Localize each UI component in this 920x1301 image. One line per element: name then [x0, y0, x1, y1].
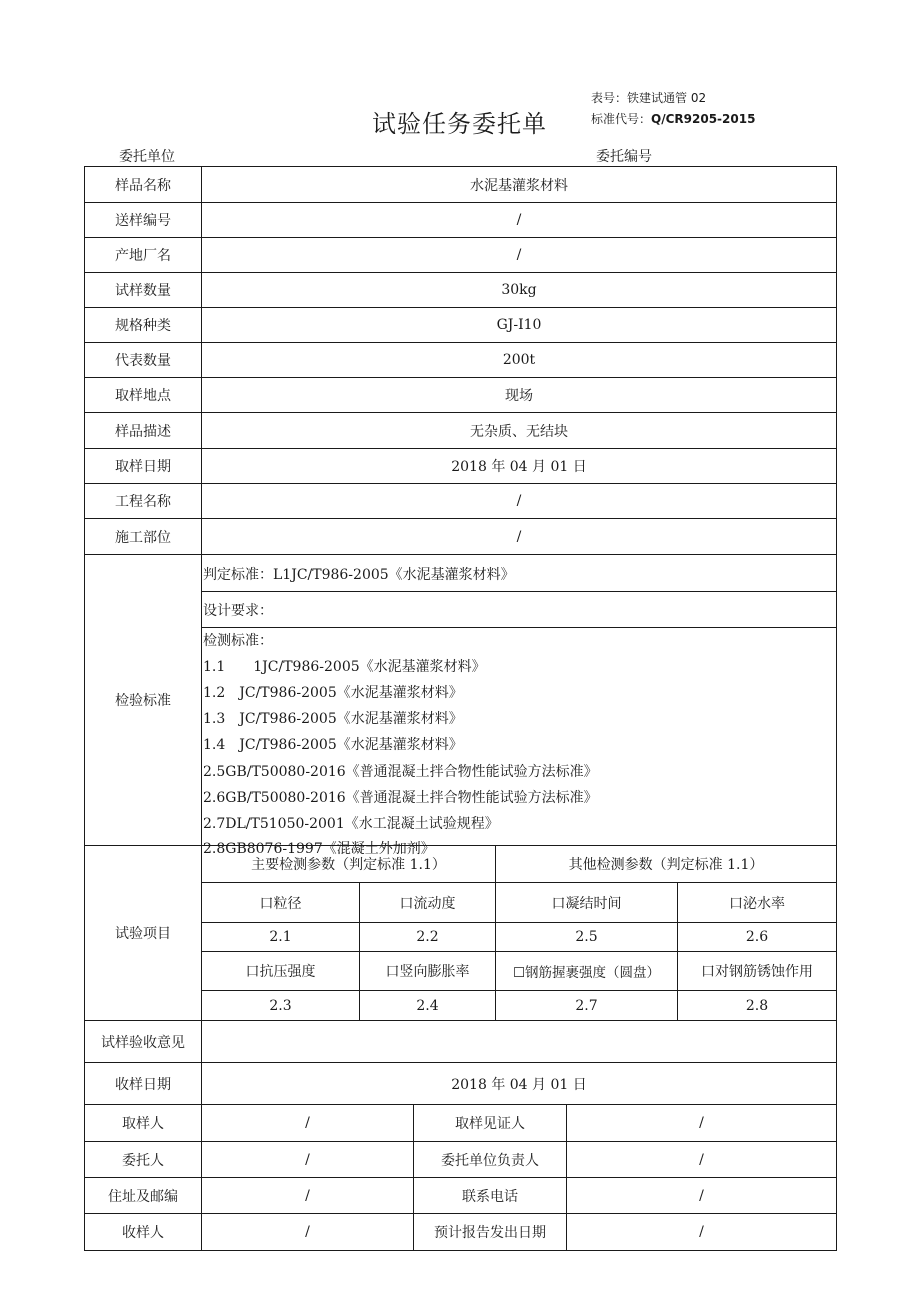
design-requirement: 设计要求： — [203, 603, 273, 619]
row-label: 试样数量 — [115, 283, 171, 299]
test-item-checkbox[interactable]: 口流动度 — [399, 895, 456, 912]
test-item-code: 2.6 — [745, 929, 769, 945]
row-label: 送样编号 — [115, 213, 171, 229]
person-value: / — [305, 1187, 310, 1204]
test-item-checkbox[interactable]: 口凝结时间 — [551, 895, 622, 912]
test-item-checkbox[interactable]: 口对钢筋锈蚀作用 — [701, 964, 813, 980]
other-parameters-header: 其他检测参数（判定标准 1.1） — [568, 857, 764, 873]
row-label: 产地厂名 — [115, 248, 171, 264]
row-label: 取样地点 — [115, 388, 171, 404]
row-label: 工程名称 — [115, 494, 171, 510]
test-standard-item: 2.7DL/T51050-2001《水工混凝土试验规程》 — [203, 816, 499, 832]
row-value: / — [516, 528, 522, 545]
row-value: 30kg — [501, 282, 537, 298]
test-item-code: 2.5 — [575, 929, 598, 945]
row-value: 200t — [502, 352, 536, 368]
page-title: 试验任务委托单 — [372, 110, 547, 138]
test-item-checkbox[interactable]: 口抗压强度 — [245, 964, 316, 980]
row-value: / — [516, 247, 522, 263]
test-standard-list — [201, 628, 837, 857]
test-item-checkbox[interactable]: 口泌水率 — [729, 895, 785, 912]
person-value: / — [305, 1115, 310, 1131]
standard-code-label: 标准代号： — [591, 112, 652, 126]
test-item-code: 2.4 — [416, 997, 439, 1014]
test-item-code: 2.2 — [416, 929, 439, 945]
person-label: 取样人 — [122, 1116, 164, 1132]
row-value: 2018 年 04 月 01 日 — [451, 459, 587, 475]
person-value: / — [305, 1151, 310, 1168]
person-label: 委托人 — [122, 1152, 164, 1169]
test-item-code: 2.1 — [269, 929, 292, 945]
person-label: 预计报告发出日期 — [434, 1225, 546, 1241]
test-standard-item: 2.6GB/T50080-2016《普通混凝土拌合物性能试验方法标准》 — [203, 790, 598, 806]
test-item-code: 2.3 — [269, 997, 292, 1014]
acceptance-opinion-field[interactable] — [202, 1021, 836, 1062]
test-standard-title: 检测标准： — [203, 633, 273, 649]
row-value: 水泥基灌浆材料 — [470, 177, 568, 194]
test-standard-item: 2.8GB8076-1997《混凝土外加剂》 — [203, 841, 435, 857]
row-label: 取样日期 — [115, 459, 171, 475]
commission-number-label: 委托编号 — [596, 149, 652, 165]
person-label: 取样见证人 — [455, 1116, 525, 1132]
standard-code — [591, 110, 755, 127]
test-standard-item: 1.2 JC/T986-2005《水泥基灌浆材料》 — [203, 685, 463, 701]
row-label: 样品描述 — [115, 423, 171, 440]
row-value: 现场 — [505, 388, 533, 404]
row-label: 代表数量 — [115, 353, 171, 369]
test-item-code: 2.7 — [575, 997, 598, 1014]
form-number-label: 表号： — [591, 91, 628, 105]
receipt-date-label: 收样日期 — [115, 1076, 171, 1093]
row-value: GJ-I10 — [496, 317, 542, 333]
client-unit-label: 委托单位 — [119, 149, 175, 165]
person-value: / — [699, 1187, 704, 1204]
receipt-date-value: 2018 年 04 月 01 日 — [451, 1076, 587, 1093]
row-label: 规格种类 — [115, 318, 171, 334]
test-item-checkbox[interactable]: 口竖向膨胀率 — [385, 964, 470, 980]
row-label: 施工部位 — [115, 529, 171, 546]
person-label: 住址及邮编 — [108, 1188, 178, 1205]
person-label: 委托单位负责人 — [441, 1152, 539, 1169]
person-value: / — [699, 1115, 704, 1131]
row-label: 样品名称 — [115, 177, 171, 194]
main-parameters-header: 主要检测参数（判定标准 1.1） — [251, 857, 446, 873]
judgement-standard: 判定标准：L1JC/T986-2005《水泥基灌浆材料》 — [203, 567, 515, 583]
test-standard-item: 1.1 1JC/T986-2005《水泥基灌浆材料》 — [203, 659, 486, 675]
row-value: 无杂质、无结块 — [470, 423, 568, 440]
test-standard-item: 2.5GB/T50080-2016《普通混凝土拌合物性能试验方法标准》 — [203, 764, 598, 780]
form-number-value: 铁建试通管 02 — [627, 91, 707, 105]
form-number — [591, 89, 706, 106]
person-value: / — [305, 1224, 310, 1240]
row-value: / — [516, 493, 522, 509]
person-value: / — [699, 1151, 704, 1168]
test-standard-item: 1.4 JC/T986-2005《水泥基灌浆材料》 — [203, 737, 463, 753]
person-value: / — [699, 1224, 704, 1240]
test-item-checkbox[interactable]: ☐钢筋握裹强度（圆盘） — [512, 965, 661, 981]
person-label: 收样人 — [122, 1225, 164, 1241]
test-items-label: 试验项目 — [115, 926, 171, 942]
test-item-checkbox[interactable]: 口粒径 — [259, 895, 302, 912]
acceptance-opinion-label: 试样验收意见 — [101, 1034, 185, 1051]
row-value: / — [516, 212, 522, 228]
inspection-label: 检验标准 — [115, 693, 171, 709]
person-label: 联系电话 — [462, 1188, 518, 1205]
standard-code-value: Q/CR9205-2015 — [651, 112, 756, 126]
test-item-code: 2.8 — [745, 997, 769, 1014]
test-standard-item: 1.3 JC/T986-2005《水泥基灌浆材料》 — [203, 711, 463, 727]
